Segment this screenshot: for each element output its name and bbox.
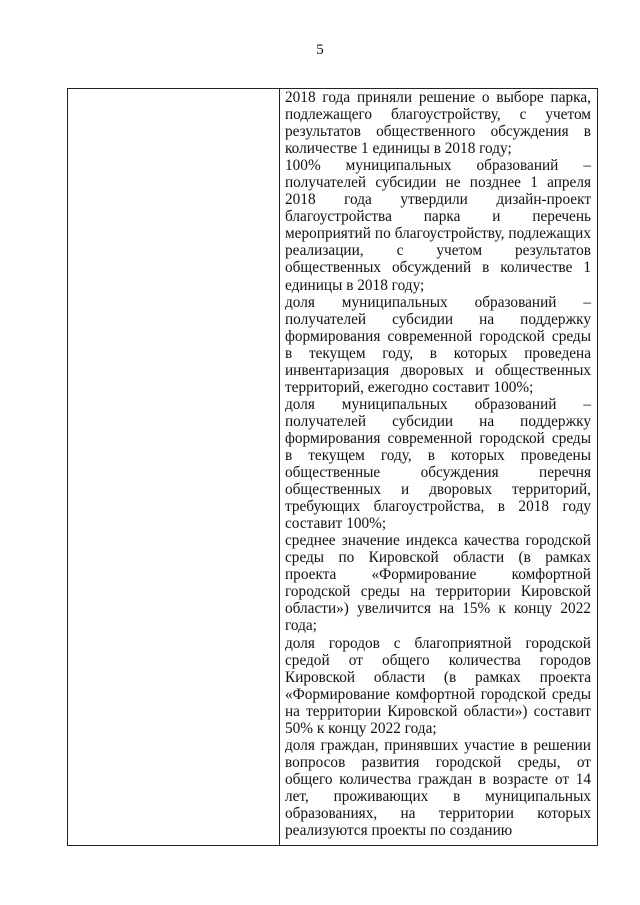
- table-left-cell: [68, 89, 280, 845]
- paragraph-public-discussions: доля муниципальных образований – получателей субсидии на поддержку формирования современной городской среды в текущем году, в которых проведены общественные обсуждения перечня общественных и дворовых территорий, требующих благоустройства, в 2018 году составит 100%;: [285, 395, 591, 533]
- table-right-cell: [280, 89, 597, 845]
- paragraph-quality-index: среднее значение индекса качества городской среды по Кировской области (в рамках проекта «Формирование комфортной городской среды на территории Кировской области») увеличится на 15% к концу 2022 года;: [285, 532, 591, 635]
- page-number: 5: [316, 42, 324, 58]
- document-table: [67, 88, 598, 846]
- paragraph-favorable-cities: доля городов с благоприятной городской средой от общего количества городов Кировской области (в рамках проекта «Формирование комфортной городской среды на территории Кировской области») составит 50% к концу 2022 года;: [285, 634, 591, 737]
- paragraph-design-project: 100% муниципальных образований – получателей субсидии не позднее 1 апреля 2018 года утвердили дизайн-проект благоустройства парка и перечень мероприятий по благоустройству, подлежащих реализации, с учетом результатов общественных обсуждений в количестве 1 единицы в 2018 году;: [285, 157, 591, 294]
- paragraph-citizen-participation: доля граждан, принявших участие в решении вопросов развития городской среды, от общего количества граждан в возрасте от 14 лет, проживающих в муниципальных образованиях, на территории которых реализуются проекты по созданию: [285, 736, 591, 840]
- paragraph-inventory: доля муниципальных образований – получателей субсидии на поддержку формирования современной городской среды в текущем году, в которых проведена инвентаризация дворовых и общественных территорий, ежегодно составит 100%;: [285, 293, 591, 396]
- paragraph-park-decision: 2018 года приняли решение о выборе парка, подлежащего благоустройству, с учетом результатов общественного обсуждения в количестве 1 единицы в 2018 году;: [285, 89, 591, 158]
